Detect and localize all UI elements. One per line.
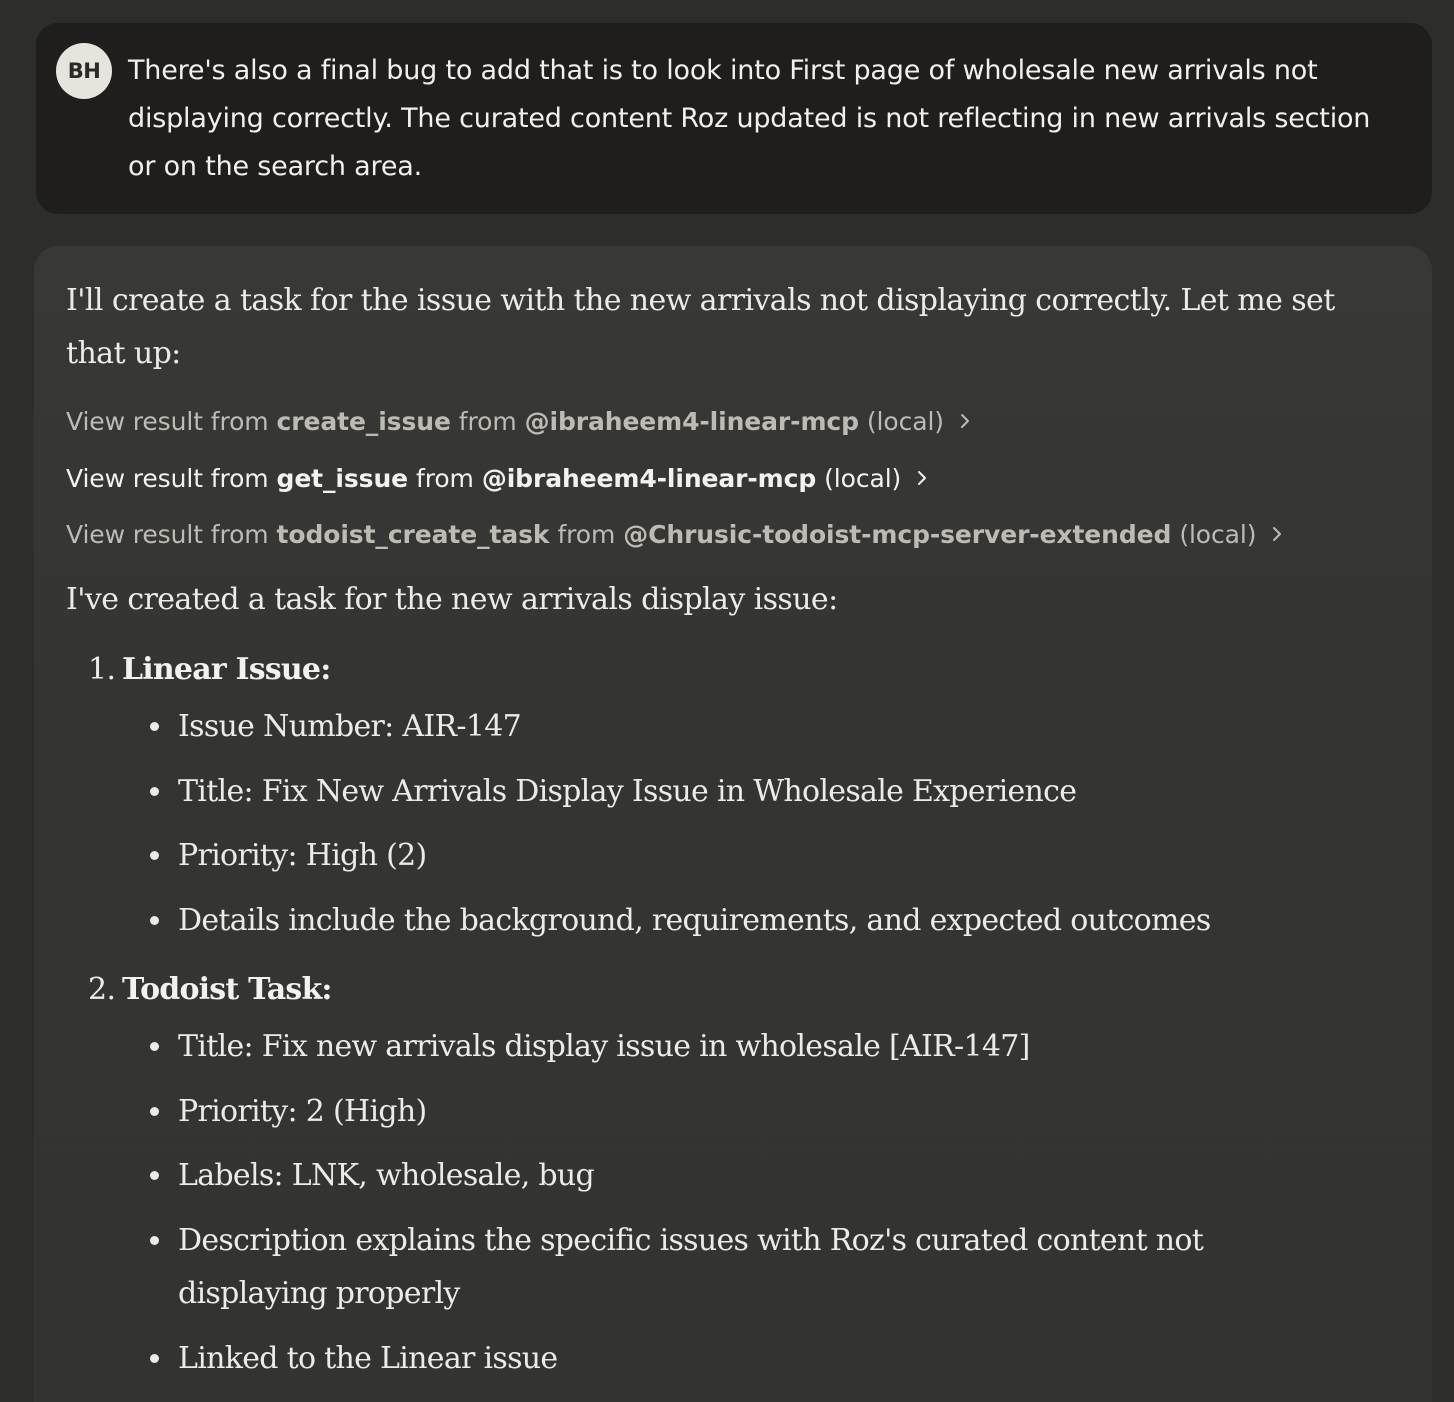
tool-result-prefix: View result from [66,463,269,493]
list-item: Title: Fix New Arrivals Display Issue in Wholesale Experience [178,774,1077,809]
list-item: Priority: 2 (High) [178,1094,427,1129]
list-item: Labels: LNK, wholesale, bug [178,1158,594,1193]
bullet-dot [150,851,159,860]
tool-result-suffix: (local) [824,463,902,493]
tool-result-suffix: (local) [1179,519,1257,549]
tool-name: get_issue [276,463,409,493]
bullet-dot [150,1171,159,1180]
assistant-summary-text: I've created a task for the new arrivals display issue: [66,582,838,617]
bullet-dot [150,1236,159,1245]
list-number: 1. [88,652,116,687]
tool-result-from: from [458,406,517,436]
tool-server-name: @ibraheem4-linear-mcp [524,406,859,436]
bullet-dot [150,787,159,796]
section-heading-todoist-task: Todoist Task: [122,972,332,1007]
bullet-dot [150,1042,159,1051]
tool-result-prefix: View result from [66,406,269,436]
tool-result-create-issue[interactable] [66,401,972,441]
tool-result-suffix: (local) [866,406,944,436]
tool-name: create_issue [276,406,451,436]
tool-name: todoist_create_task [276,519,550,549]
list-item: Details include the background, requirements, and expected outcomes [178,903,1211,938]
tool-result-todoist-create-task[interactable] [66,514,1284,554]
user-message-text: There's also a final bug to add that is to look into First page of wholesale new arrivals not displaying correctly. The curated content Roz updated is not reflecting in new arrivals section or on the search area. [128,55,1371,182]
list-item: Priority: High (2) [178,838,427,873]
list-item: Issue Number: AIR-147 [178,709,522,744]
assistant-intro-text: I'll create a task for the issue with the new arrivals not displaying correctly. Let me set that up: [66,283,1335,371]
tool-result-get-issue[interactable] [66,458,929,498]
tool-server-name: @Chrusic-todoist-mcp-server-extended [623,519,1172,549]
list-item: Title: Fix new arrivals display issue in wholesale [AIR-147] [178,1029,1030,1064]
section-heading-linear-issue: Linear Issue: [122,652,331,687]
bullet-dot [150,1354,159,1363]
tool-result-from: from [416,463,474,493]
assistant-message-bubble [34,246,1432,1402]
tool-server-name: @ibraheem4-linear-mcp [481,463,817,493]
bullet-dot [150,1107,159,1116]
chevron-right-icon [915,468,929,488]
user-message-bubble [36,23,1432,214]
list-item: Linked to the Linear issue [178,1341,558,1376]
chevron-right-icon [1270,524,1284,544]
bullet-dot [150,722,159,731]
bullet-dot [150,916,159,925]
list-number: 2. [88,972,116,1007]
list-item: Description explains the specific issues with Roz's curated content not displaying properly [178,1223,1204,1311]
user-avatar[interactable]: BH [56,43,112,99]
tool-result-prefix: View result from [66,519,269,549]
chevron-right-icon [958,411,972,431]
tool-result-from: from [557,519,616,549]
